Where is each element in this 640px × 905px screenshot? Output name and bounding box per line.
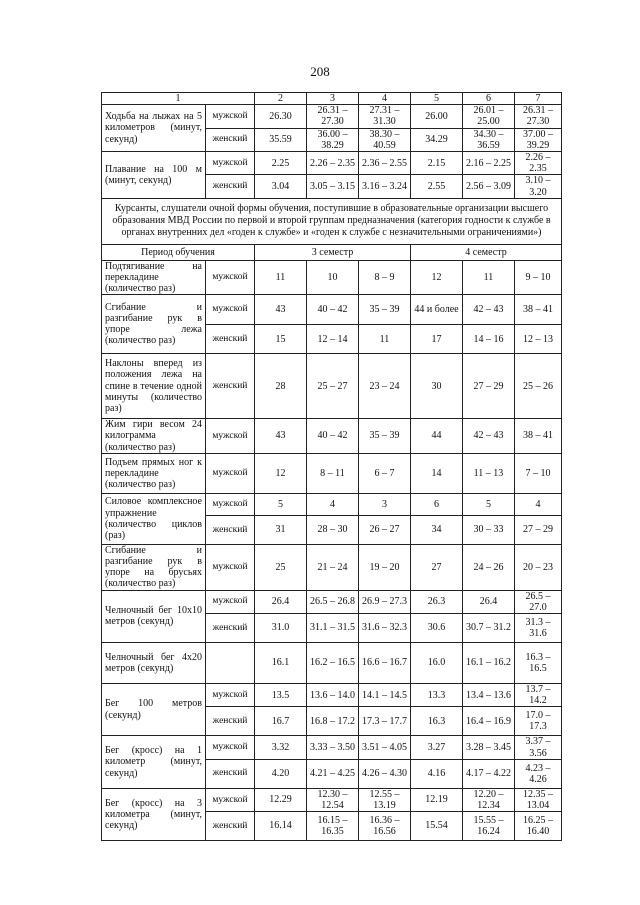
exercise-name: Наклоны вперед из положения лежа на спине в течение одной минуты (количество раз) [102,354,206,419]
exercise-name: Бег (кросс) на 3 километра (минут, секунд) [102,788,206,840]
column-number: 3 [307,93,359,105]
sex-cell: женский [206,128,255,151]
sex-cell: женский [206,515,255,544]
value-cell: 12.55 – 13.19 [359,788,411,811]
value-cell: 2.25 [255,151,307,174]
value-cell: 21 – 24 [307,544,359,590]
value-cell: 26.00 [411,105,463,128]
value-cell: 27 – 29 [463,354,515,419]
value-cell: 30 – 33 [463,515,515,544]
value-cell: 4.26 – 4.30 [359,759,411,788]
value-cell: 20 – 23 [515,544,562,590]
exercise-name: Сгибание и разгибание рук в упоре на брусьях (количество раз) [102,544,206,590]
section-header-row [102,198,562,244]
value-cell: 26.5 – 27.0 [515,590,562,613]
value-cell: 25 – 27 [307,354,359,419]
value-cell: 26.4 [255,590,307,613]
sex-cell: мужской [206,736,255,759]
value-cell: 13.4 – 13.6 [463,683,515,706]
value-cell: 25 – 26 [515,354,562,419]
value-cell: 17.0 – 17.3 [515,707,562,736]
value-cell: 3.05 – 3.15 [307,175,359,198]
value-cell: 35.59 [255,128,307,151]
period-row [102,244,562,260]
value-cell: 11 [255,260,307,295]
sex-cell: мужской [206,419,255,454]
column-number: 1 [102,93,255,105]
value-cell: 23 – 24 [359,354,411,419]
column-number: 2 [255,93,307,105]
value-cell: 12 – 13 [515,325,562,354]
value-cell: 30.6 [411,613,463,642]
value-cell: 35 – 39 [359,419,411,454]
value-cell: 3.27 [411,736,463,759]
value-cell: 40 – 42 [307,419,359,454]
value-cell: 16.3 [411,707,463,736]
value-cell: 42 – 43 [463,295,515,325]
exercise-name: Бег (кросс) на 1 километр (минут, секунд) [102,736,206,788]
value-cell: 31.1 – 31.5 [307,613,359,642]
table-row [102,354,562,419]
semester-3-header: 3 семестр [255,244,411,260]
value-cell: 42 – 43 [463,419,515,454]
value-cell: 24 – 26 [463,544,515,590]
value-cell: 12.29 [255,788,307,811]
value-cell: 4 [515,493,562,515]
value-cell: 26.30 [255,105,307,128]
value-cell: 28 – 30 [307,515,359,544]
value-cell: 3 [359,493,411,515]
value-cell: 38.30 – 40.59 [359,128,411,151]
table-row [102,419,562,454]
value-cell: 7 – 10 [515,453,562,493]
value-cell: 17.3 – 17.7 [359,707,411,736]
value-cell: 4.23 – 4.26 [515,759,562,788]
value-cell: 12.19 [411,788,463,811]
section-title: Курсанты, слушатели очной формы обучения, поступившие в образовательные организации высшего образования МВД России по первой и второй группам предназначения (категория годности к службе в органах внутренних дел «годен к службе» и «годен к службе с незначительными ограничениями») [102,198,562,244]
sex-cell [206,642,255,683]
table-row [102,544,562,590]
value-cell: 3.37 – 3.56 [515,736,562,759]
table-row [102,493,562,515]
value-cell: 4.17 – 4.22 [463,759,515,788]
exercise-name: Ходьба на лыжах на 5 километров (минут, секунд) [102,105,206,152]
value-cell: 4.16 [411,759,463,788]
table-row [102,788,562,811]
value-cell: 4 [307,493,359,515]
value-cell: 31.6 – 32.3 [359,613,411,642]
value-cell: 12 – 14 [307,325,359,354]
value-cell: 28 [255,354,307,419]
value-cell: 3.33 – 3.50 [307,736,359,759]
sex-cell: женский [206,354,255,419]
value-cell: 12 [411,260,463,295]
value-cell: 27 – 29 [515,515,562,544]
value-cell: 16.1 [255,642,307,683]
value-cell: 5 [463,493,515,515]
value-cell: 14 [411,453,463,493]
sex-cell: женский [206,759,255,788]
value-cell: 38 – 41 [515,419,562,454]
exercise-name: Челночный бег 4х20 метров (секунд) [102,642,206,683]
value-cell: 43 [255,295,307,325]
sex-cell: женский [206,613,255,642]
table-row [102,642,562,683]
value-cell: 11 [463,260,515,295]
value-cell: 16.6 – 16.7 [359,642,411,683]
value-cell: 16.8 – 17.2 [307,707,359,736]
value-cell: 6 – 7 [359,453,411,493]
value-cell: 5 [255,493,307,515]
value-cell: 16.2 – 16.5 [307,642,359,683]
value-cell: 3.51 – 4.05 [359,736,411,759]
exercise-name: Силовое комплексное упражнение (количество циклов (раз) [102,493,206,544]
exercise-name: Сгибание и разгибание рук в упоре лежа (количество раз) [102,295,206,354]
table-row [102,683,562,706]
value-cell: 43 [255,419,307,454]
sex-cell: мужской [206,683,255,706]
value-cell: 11 – 13 [463,453,515,493]
exercise-name: Челночный бег 10х10 метров (секунд) [102,590,206,642]
column-number: 4 [359,93,411,105]
value-cell: 34 [411,515,463,544]
sex-cell: мужской [206,590,255,613]
value-cell: 27 [411,544,463,590]
value-cell: 16.14 [255,812,307,841]
value-cell: 16.25 – 16.40 [515,812,562,841]
value-cell: 8 – 11 [307,453,359,493]
value-cell: 3.10 – 3.20 [515,175,562,198]
value-cell: 3.04 [255,175,307,198]
value-cell: 2.26 – 2.35 [307,151,359,174]
value-cell: 40 – 42 [307,295,359,325]
value-cell: 2.16 – 2.25 [463,151,515,174]
value-cell: 16.0 [411,642,463,683]
sex-cell: мужской [206,151,255,174]
value-cell: 3.32 [255,736,307,759]
sex-cell: мужской [206,105,255,128]
value-cell: 16.3 – 16.5 [515,642,562,683]
value-cell: 17 [411,325,463,354]
value-cell: 26.31 – 27.30 [515,105,562,128]
value-cell: 26.31 – 27.30 [307,105,359,128]
value-cell: 13.7 – 14.2 [515,683,562,706]
table-row [102,590,562,613]
value-cell: 6 [411,493,463,515]
value-cell: 26.9 – 27.3 [359,590,411,613]
value-cell: 13.6 – 14.0 [307,683,359,706]
value-cell: 31 [255,515,307,544]
value-cell: 16.1 – 16.2 [463,642,515,683]
table-body [102,93,562,841]
value-cell: 12.20 – 12.34 [463,788,515,811]
value-cell: 16.7 [255,707,307,736]
value-cell: 44 [411,419,463,454]
value-cell: 44 и более [411,295,463,325]
value-cell: 4.20 [255,759,307,788]
value-cell: 15.54 [411,812,463,841]
sex-cell: мужской [206,260,255,295]
sex-cell: мужской [206,788,255,811]
sex-cell: женский [206,707,255,736]
value-cell: 16.4 – 16.9 [463,707,515,736]
value-cell: 25 [255,544,307,590]
exercise-name: Жим гири весом 24 килограмма (количество раз) [102,419,206,454]
value-cell: 16.36 – 16.56 [359,812,411,841]
value-cell: 2.56 – 3.09 [463,175,515,198]
period-header: Период обучения [102,244,255,260]
value-cell: 26.3 [411,590,463,613]
value-cell: 26.4 [463,590,515,613]
sex-cell: мужской [206,295,255,325]
value-cell: 34.29 [411,128,463,151]
value-cell: 27.31 – 31.30 [359,105,411,128]
value-cell: 3.28 – 3.45 [463,736,515,759]
value-cell: 12.35 – 13.04 [515,788,562,811]
value-cell: 2.15 [411,151,463,174]
value-cell: 2.55 [411,175,463,198]
value-cell: 14.1 – 14.5 [359,683,411,706]
column-number: 7 [515,93,562,105]
semester-4-header: 4 семестр [411,244,562,260]
value-cell: 11 [359,325,411,354]
value-cell: 12 [255,453,307,493]
exercise-name: Бег 100 метров (секунд) [102,683,206,735]
table-row [102,736,562,759]
table-row [102,151,562,174]
sex-cell: мужской [206,453,255,493]
value-cell: 26 – 27 [359,515,411,544]
column-number: 5 [411,93,463,105]
column-number-row [102,93,562,105]
table-row [102,453,562,493]
value-cell: 37.00 – 39.29 [515,128,562,151]
value-cell: 2.26 – 2.35 [515,151,562,174]
value-cell: 16.15 – 16.35 [307,812,359,841]
column-number: 6 [463,93,515,105]
value-cell: 13.5 [255,683,307,706]
value-cell: 15 [255,325,307,354]
value-cell: 15.55 – 16.24 [463,812,515,841]
value-cell: 3.16 – 3.24 [359,175,411,198]
value-cell: 36.00 – 38.29 [307,128,359,151]
value-cell: 8 – 9 [359,260,411,295]
table-row [102,105,562,128]
value-cell: 13.3 [411,683,463,706]
value-cell: 30 [411,354,463,419]
sex-cell: женский [206,812,255,841]
exercise-name: Подтягивание на перекладине (количество раз) [102,260,206,295]
value-cell: 38 – 41 [515,295,562,325]
value-cell: 9 – 10 [515,260,562,295]
value-cell: 12.30 – 12.54 [307,788,359,811]
value-cell: 19 – 20 [359,544,411,590]
sex-cell: мужской [206,544,255,590]
standards-table [101,92,562,841]
value-cell: 14 – 16 [463,325,515,354]
value-cell: 31.0 [255,613,307,642]
value-cell: 30.7 – 31.2 [463,613,515,642]
sex-cell: мужской [206,493,255,515]
sex-cell: женский [206,325,255,354]
value-cell: 26.01 – 25.00 [463,105,515,128]
value-cell: 26.5 – 26.8 [307,590,359,613]
value-cell: 31.3 – 31.6 [515,613,562,642]
value-cell: 4.21 – 4.25 [307,759,359,788]
value-cell: 2.36 – 2.55 [359,151,411,174]
table-row [102,295,562,325]
value-cell: 35 – 39 [359,295,411,325]
value-cell: 10 [307,260,359,295]
exercise-name: Подъем прямых ног к перекладине (количество раз) [102,453,206,493]
exercise-name: Плавание на 100 м (минут, секунд) [102,151,206,198]
page-number: 208 [310,64,330,79]
value-cell: 34.30 – 36.59 [463,128,515,151]
sex-cell: женский [206,175,255,198]
table-row [102,260,562,295]
